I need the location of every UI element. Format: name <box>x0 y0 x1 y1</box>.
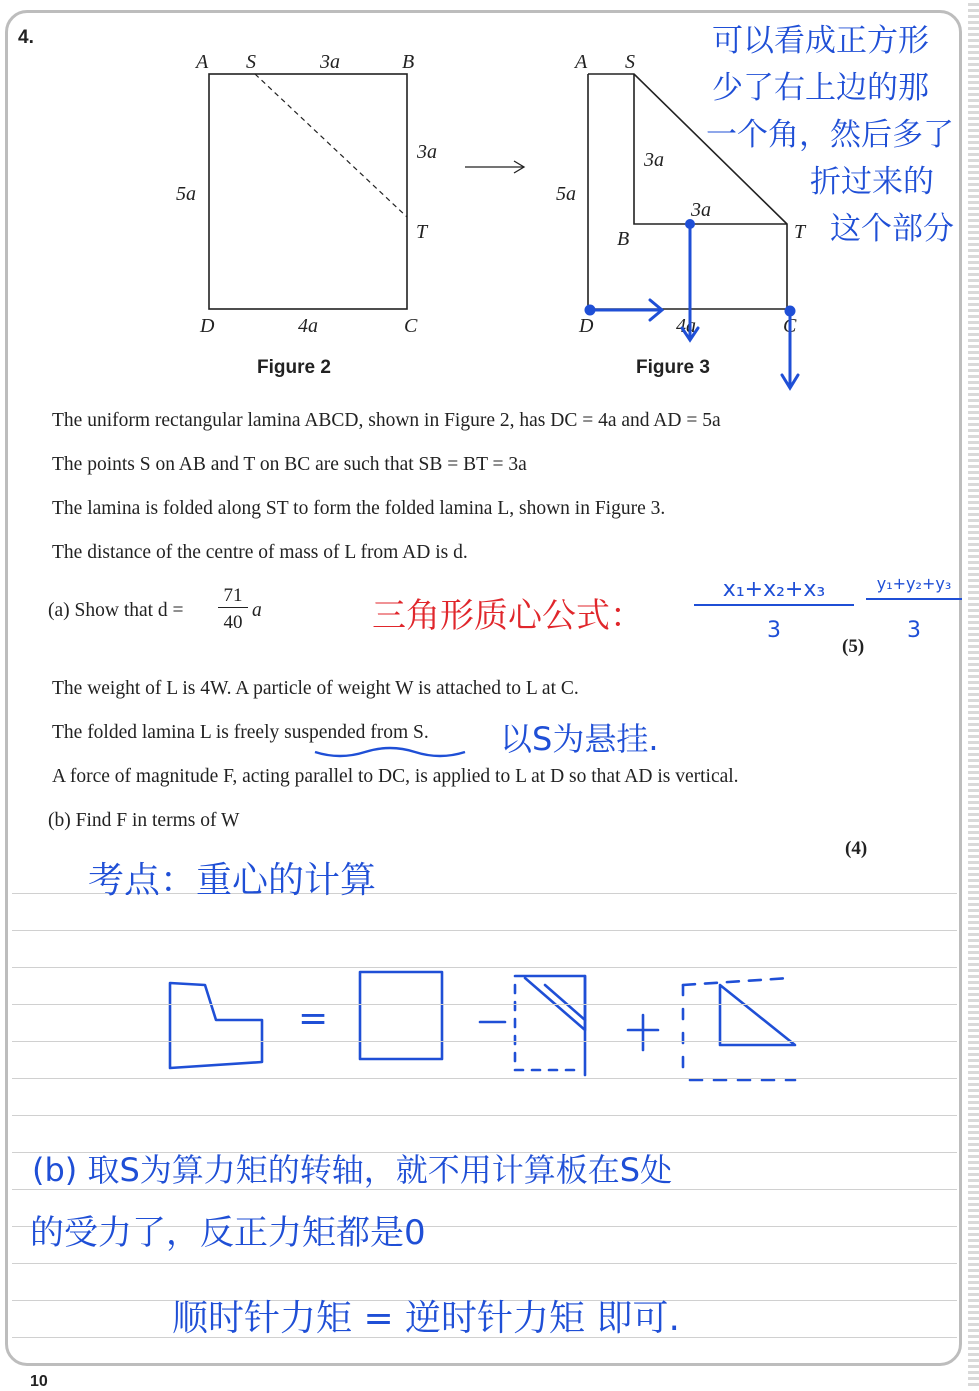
fig2-label-S: S <box>246 51 256 73</box>
text-line-1: The uniform rectangular lamina ABCD, shown in Figure 2, has DC = 4a and AD = 5a <box>52 410 721 431</box>
fig3-label-A: A <box>575 51 588 73</box>
handwritten-b-line-3: 顺时针力矩 = 逆时针力矩 即可. <box>172 1298 680 1339</box>
fig2-label-T: T <box>416 221 428 243</box>
handwritten-formula-x-den: 3 <box>767 618 781 643</box>
handwritten-b-line-2: 的受力了，反正力矩都是0 <box>30 1213 426 1253</box>
handwritten-b-line-1: (b) 取S为算力矩的转轴，就不用计算板在S处 <box>32 1151 673 1189</box>
handwritten-note-top-right <box>706 18 954 253</box>
handwritten-formula-x-num: x₁+x₂+x₃ <box>694 576 854 606</box>
fig3-label-C: C <box>783 315 797 337</box>
text-line-7: A force of magnitude F, acting parallel to DC, is applied to L at D so that AD is vertical. <box>52 766 739 787</box>
part-a-numerator: 71 <box>218 585 248 608</box>
answer-line <box>12 930 957 931</box>
figure3-caption: Figure 3 <box>636 357 710 378</box>
answer-line <box>12 1263 957 1264</box>
fig2-label-D: D <box>200 315 215 337</box>
fig3-label-S: S <box>625 51 635 73</box>
text-line-6: The folded lamina L is freely suspended from S. <box>52 722 429 743</box>
note-line: 可以看成正方形 <box>712 23 929 59</box>
part-b-marks: (4) <box>845 838 868 859</box>
question-number: 4. <box>18 27 34 48</box>
note-line: 一个角，然后多了 <box>706 117 954 153</box>
answer-line <box>12 1078 957 1079</box>
answer-line <box>12 1041 957 1042</box>
fig3-label-bottom: 4a <box>676 315 696 337</box>
part-a-prefix: (a) Show that d = <box>48 600 184 621</box>
fig2-label-C: C <box>404 315 418 337</box>
handwritten-minus <box>478 1000 480 1002</box>
handwritten-centroid-label: 三角形质心公式： <box>372 596 644 636</box>
part-b: (b) Find F in terms of W <box>48 810 240 831</box>
text-line-5: The weight of L is 4W. A particle of weight W is attached to L at C. <box>52 678 579 699</box>
text-line-2: The points S on AB and T on BC are such that SB = BT = 3a <box>52 454 527 475</box>
fig2-label-B: B <box>402 51 415 73</box>
handwritten-plus <box>640 1000 642 1002</box>
answer-line <box>12 1115 957 1116</box>
fig3-label-D: D <box>579 315 594 337</box>
page-number: 10 <box>30 1373 48 1390</box>
note-line: 少了右上边的那 <box>712 70 929 106</box>
fig2-label-top: 3a <box>320 51 340 73</box>
handwritten-equals: = <box>298 998 329 1039</box>
text-line-3: The lamina is folded along ST to form the folded lamina L, shown in Figure 3. <box>52 498 666 519</box>
part-a-denominator: 40 <box>223 612 243 633</box>
fig2-label-left: 5a <box>176 183 196 205</box>
answer-line <box>12 1004 957 1005</box>
handwritten-formula-y-num: y₁+y₂+y₃ <box>866 570 962 600</box>
fig3-label-B: B <box>617 228 630 250</box>
fig3-label-inner-vert: 3a <box>644 149 664 171</box>
fig3-label-left: 5a <box>556 183 576 205</box>
part-a-suffix: a <box>252 600 262 621</box>
note-line: 折过来的 <box>810 164 934 200</box>
handwritten-suspend-note: 以S为悬挂. <box>500 720 659 758</box>
fig3-label-inner-horiz: 3a <box>691 199 711 221</box>
fig3-label-T: T <box>794 221 806 243</box>
fig2-label-A: A <box>196 51 209 73</box>
fig2-label-bottom: 4a <box>298 315 318 337</box>
answer-line <box>12 967 957 968</box>
part-a-marks: (5) <box>842 636 865 657</box>
text-line-4: The distance of the centre of mass of L from AD is d. <box>52 542 468 563</box>
handwritten-formula-y-den: 3 <box>907 618 921 643</box>
note-line: 这个部分 <box>830 211 954 247</box>
handwritten-topic-note: 考点：重心的计算 <box>88 860 377 901</box>
figure2-caption: Figure 2 <box>257 357 331 378</box>
fig2-label-right: 3a <box>417 141 437 163</box>
